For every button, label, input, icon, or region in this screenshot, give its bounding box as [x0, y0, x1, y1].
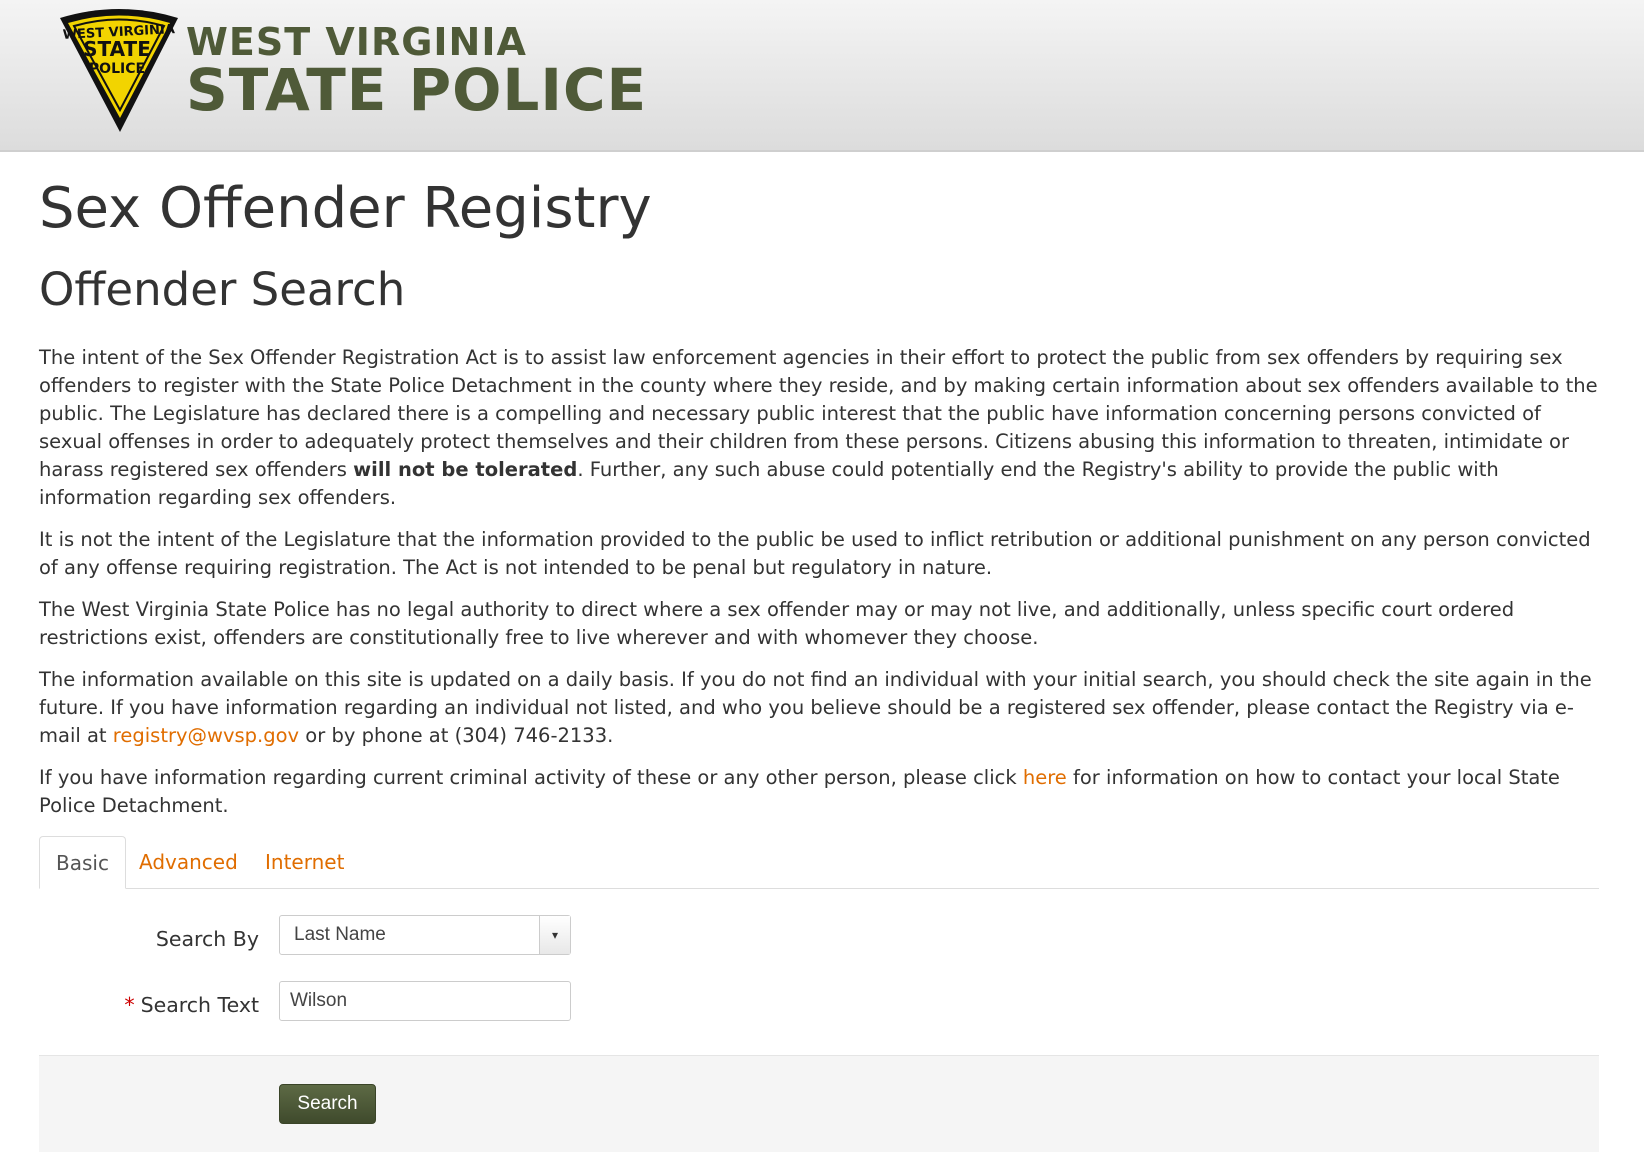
main-content — [39, 152, 1599, 1152]
required-marker: * — [124, 993, 135, 1017]
intro-paragraph-4 — [39, 666, 1599, 750]
state-police-badge-logo[interactable] — [54, 6, 184, 136]
search-by-selected-value: Last Name — [294, 924, 386, 945]
intro-p4-text-a: The information available on this site is updated on a daily basis. If you do not find an individual with your initial search, you should check the site again in the future. If you have information regarding an individual not listed, and who you believe should be a registered sex offender, please contact the Registry via e-mail at — [39, 668, 1592, 747]
tab-basic[interactable]: Basic — [39, 836, 126, 889]
search-tabs — [39, 836, 1599, 889]
intro-paragraph-3: The West Virginia State Police has no legal authority to direct where a sex offender may or may not live, and additionally, unless specific court ordered restrictions exist, offenders are constitutionally free to live wherever and with whomever they choose. — [39, 598, 1515, 649]
search-text-input[interactable] — [279, 981, 571, 1021]
intro-paragraph-1 — [39, 344, 1599, 512]
search-text-label-group — [124, 993, 259, 1017]
intro-paragraph-2: It is not the intent of the Legislature that the information provided to the public be used to inflict retribution or additional punishment on any person convicted of any offense requiring registration. The Act is not intended to be penal but regulatory in nature. — [39, 528, 1591, 579]
search-text-label: Search Text — [140, 993, 259, 1017]
intro-p1-emphasis: will not be tolerated — [353, 458, 578, 481]
search-text-row — [39, 973, 1599, 1043]
badge-text-top: WEST VIRGINIA — [62, 22, 176, 43]
intro-p1-text-a: The intent of the Sex Offender Registration Act is to assist law enforcement agencies in their effort to protect the public from sex offenders by requiring sex offenders to register with the State Police Detachment in the county where they reside, and by making certain information about sex offenders available to the public. The Legislature has declared there is a compelling and necessary public interest that the public have information concerning persons convicted of sexual offenses in order to adequately protect themselves and their children from these persons. Citizens abusing this information to threaten, intimidate or harass registered sex offenders — [39, 346, 1598, 481]
search-by-select[interactable] — [279, 915, 571, 955]
search-by-row — [39, 903, 1599, 973]
intro-p4-text-b: or by phone at (304) 746-2133. — [299, 724, 614, 747]
search-button[interactable]: Search — [279, 1084, 376, 1124]
intro-p5-text-a: If you have information regarding current criminal activity of these or any other person, please click — [39, 766, 1023, 789]
tab-advanced[interactable]: Advanced — [139, 850, 238, 874]
brand-title-line1[interactable]: WEST VIRGINIA — [186, 20, 527, 64]
intro-paragraph-5 — [39, 764, 1599, 820]
badge-text-bottom: POLICE — [88, 61, 146, 77]
brand-title-line2[interactable]: STATE POLICE — [186, 56, 648, 124]
form-actions-bar — [39, 1055, 1599, 1152]
tab-internet[interactable]: Internet — [265, 850, 345, 874]
chevron-down-icon[interactable]: ▾ — [539, 916, 570, 954]
intro-p1-text-b: . Further, any such abuse could potentially end the Registry's ability to provide the public with information regarding sex offenders. — [39, 458, 1499, 509]
registry-email-link[interactable]: registry@wvsp.gov — [112, 724, 300, 747]
page-title: Sex Offender Registry — [39, 176, 652, 241]
section-title: Offender Search — [39, 263, 406, 316]
intro-p5-text-b: for information on how to contact your local State Police Detachment. — [39, 766, 1560, 817]
search-by-label: Search By — [155, 927, 259, 951]
site-header — [0, 0, 1644, 152]
badge-text-middle: STATE — [83, 37, 151, 61]
detachment-info-link[interactable]: here — [1022, 766, 1067, 789]
